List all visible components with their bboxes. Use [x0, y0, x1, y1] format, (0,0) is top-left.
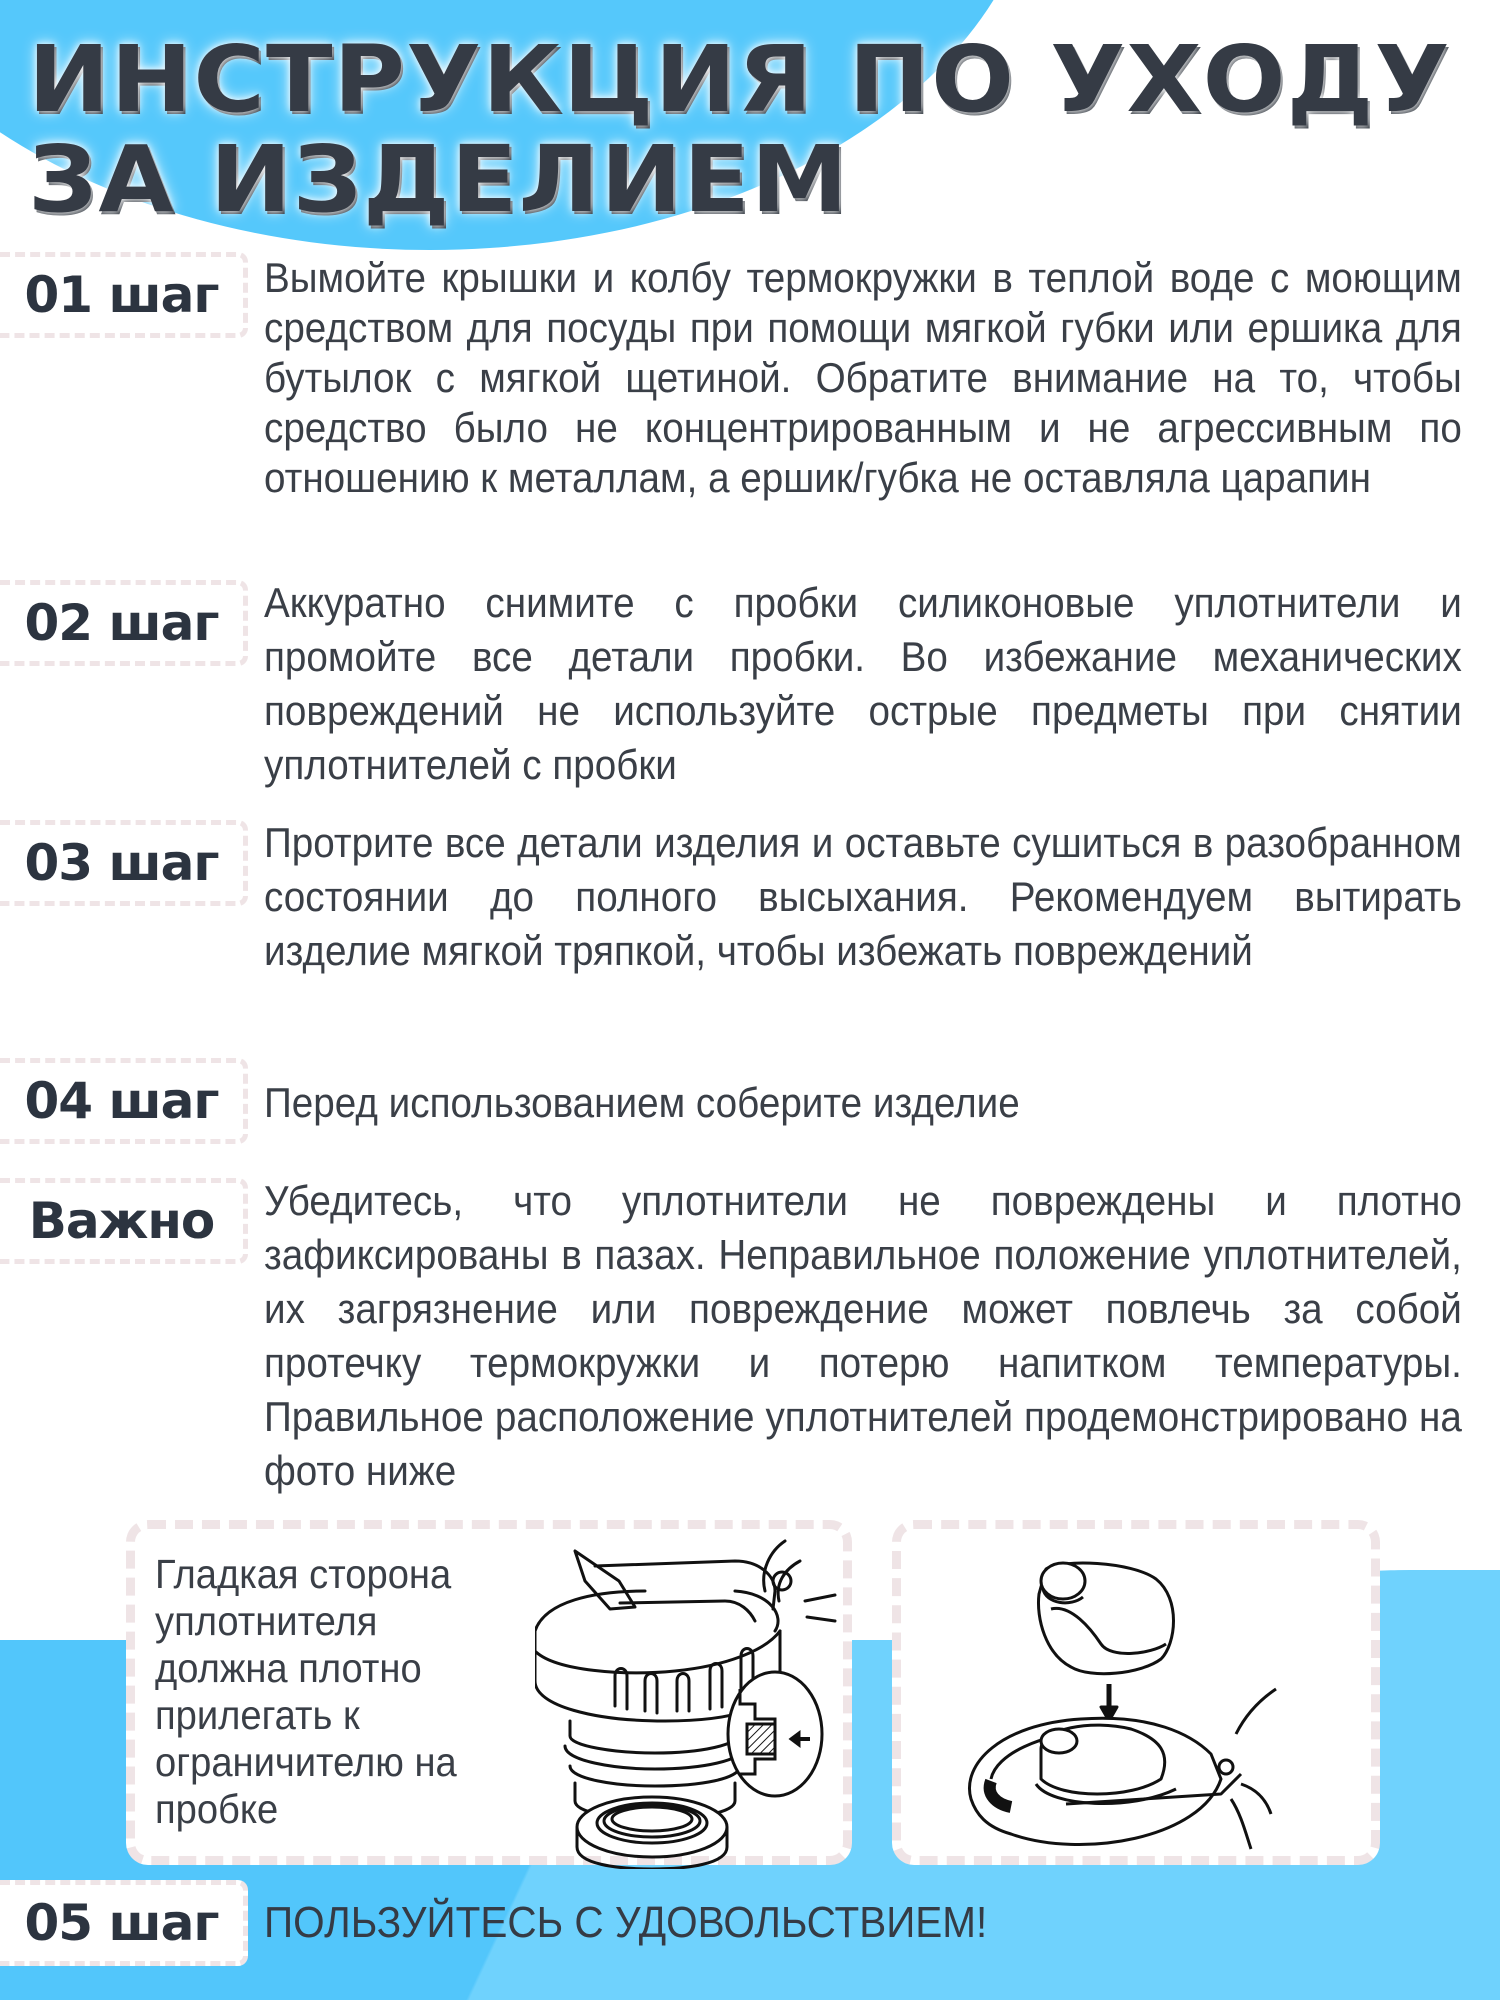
important-text: Убедитесь, что уплотнители не повреждены и плотно зафиксированы в пазах. Неправильное положение уплотнителей, их загрязнение или повреждение может повлечь за собой протечку термокружки и потерю напитком температуры. Правильное расположение уплотнителей продемонстрировано на фото ниже — [264, 1177, 1462, 1494]
step-05-badge: 05 шаг — [0, 1880, 248, 1966]
page-title — [28, 26, 1451, 233]
seal-detail-magnifier-icon — [725, 1669, 835, 1799]
seal-ring-icon — [567, 1769, 737, 1869]
step-01-badge: 01 шаг — [0, 252, 248, 338]
title-line-1: ИНСТРУКЦИЯ ПО УХОДУ — [28, 26, 1451, 133]
step-03-badge: 03 шаг — [0, 820, 248, 906]
step-03-text: Протрите все детали изделия и оставьте сушиться в разобранном состоянии до полного высыхания. Рекомендуем вытирать изделие мягкой тряпкой, чтобы избежать повреждений — [264, 819, 1462, 974]
inner-seal-card — [892, 1520, 1380, 1865]
seal-ring-note: Гладкая сторона уплотнителя должна плотно прилегать к ограничителю на пробке — [155, 1551, 457, 1832]
step-04-text: Перед использованием соберите изделие — [264, 1079, 1020, 1126]
seal-ring-card — [126, 1520, 852, 1865]
step-02-text: Аккуратно снимите с пробки силиконовые уплотнители и промойте все детали пробки. Во избежание механических повреждений не используйте острые предметы при снятии уплотнителей с пробки — [264, 579, 1462, 788]
step-02-badge: 02 шаг — [0, 580, 248, 666]
important-badge: Важно — [0, 1178, 248, 1264]
step-05-text: ПОЛЬЗУЙТЕСЬ С УДОВОЛЬСТВИЕМ! — [264, 1898, 988, 1947]
inner-seal-insert-icon — [941, 1549, 1341, 1859]
title-line-2: ЗА ИЗДЕЛИЕМ — [28, 126, 850, 233]
step-04-badge: 04 шаг — [0, 1058, 248, 1144]
step-01-text: Вымойте крышки и колбу термокружки в теплой воде с моющим средством для посуды при помощи мягкой губки или ершика для бутылок с мягкой щетиной. Обратите внимание на то, чтобы средство было не концентрированным и не агрессивным по отношению к металлам, а ершик/губка не оставляла царапин — [264, 254, 1462, 501]
